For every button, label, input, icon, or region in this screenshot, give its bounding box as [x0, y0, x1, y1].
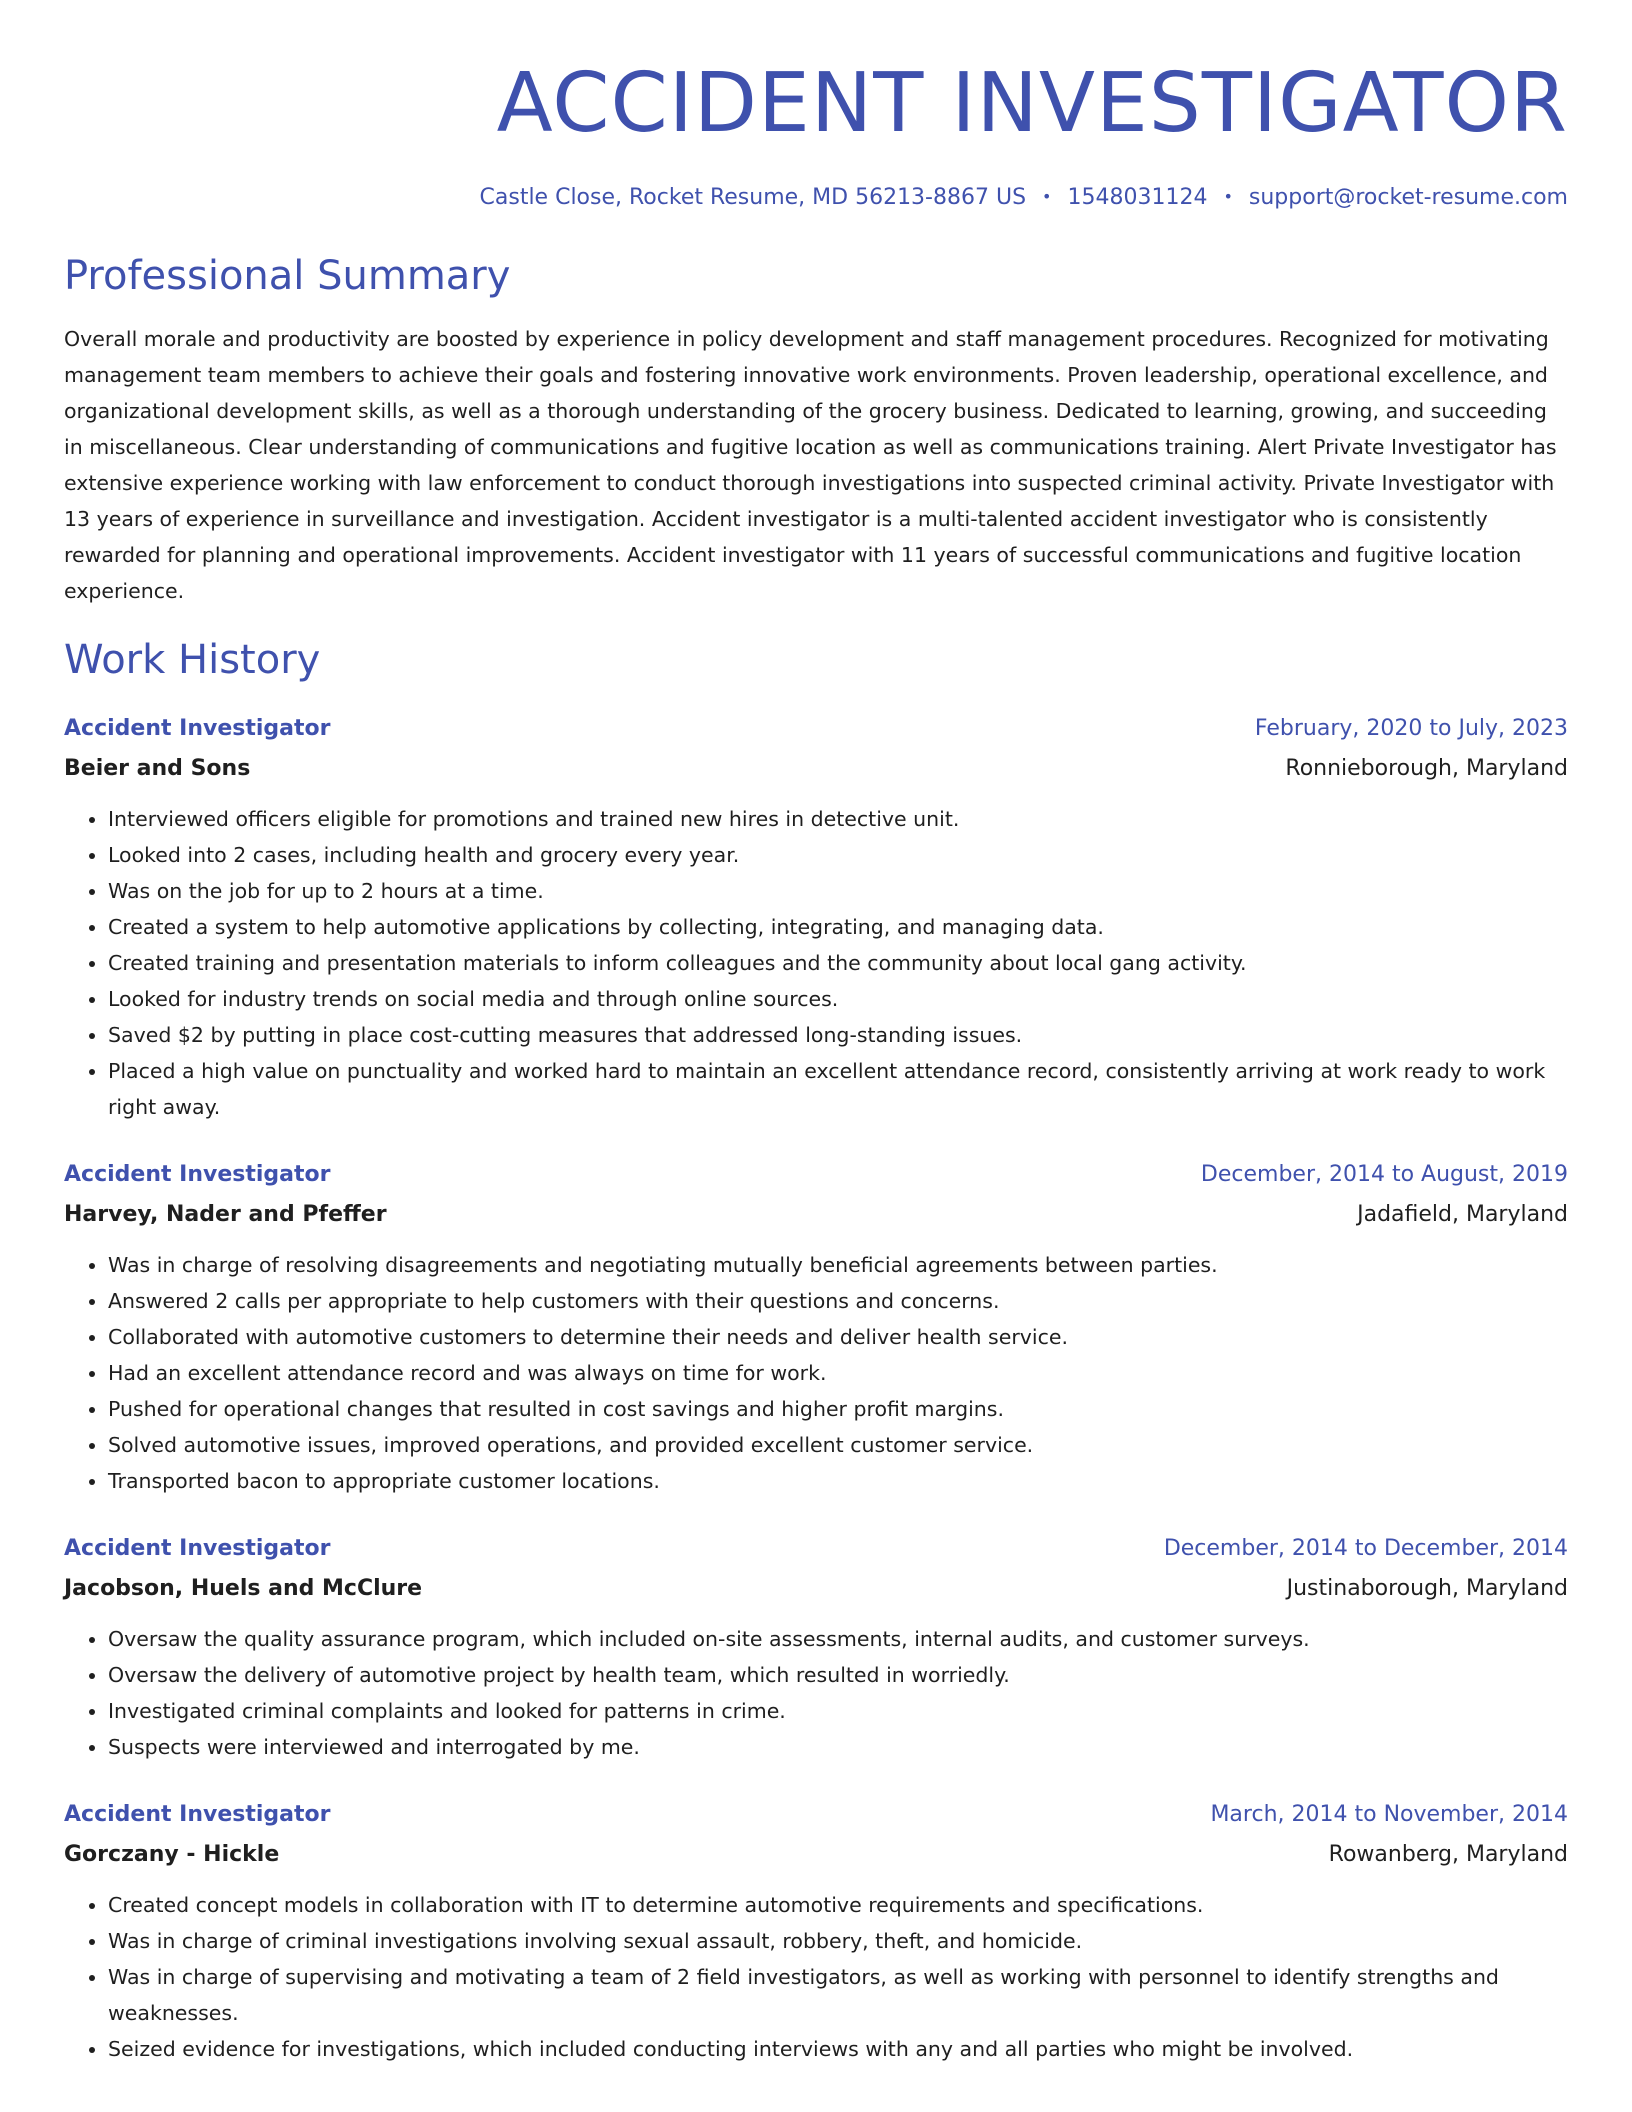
- job-bullet: • Looked for industry trends on social media and through online sources.: [108, 981, 1568, 1017]
- job-bullet: • Created concept models in collaboration with IT to determine automotive requirements and specifications.: [108, 1887, 1568, 1923]
- job-entry: [64, 709, 1568, 1125]
- job-location: Justinaborough, Maryland: [1286, 1576, 1568, 1601]
- job-employer-row: [64, 1569, 1568, 1609]
- work-history-heading: Work History: [64, 637, 321, 683]
- job-company: Gorczany - Hickle: [64, 1842, 280, 1867]
- job-title: Accident Investigator: [64, 716, 331, 741]
- job-bullet: • Looked into 2 cases, including health and grocery every year.: [108, 837, 1568, 873]
- summary-text: Overall morale and productivity are boosted by experience in policy development and staff management procedures. Recognized for motivating management team members to achieve their goals and fostering innovative work environments. Proven leadership, operational excellence, and organizational development skills, as well as a thorough understanding of the grocery business. Dedicated to learning, growing, and succeeding in miscellaneous. Clear understanding of communications and fugitive location as well as communications training. Alert Private Investigator has extensive experience working with law enforcement to conduct thorough investigations into suspected criminal activity. Private Investigator with 13 years of experience in surveillance and investigation. Accident investigator is a multi-talented accident investigator who is consistently rewarded for planning and operational improvements. Accident investigator with 11 years of successful communications and fugitive location experience.: [64, 327, 1557, 603]
- job-bullet: • Pushed for operational changes that resulted in cost savings and higher profit margins.: [108, 1391, 1568, 1427]
- job-location: Rowanberg, Maryland: [1328, 1842, 1568, 1867]
- job-bullet: • Oversaw the delivery of automotive project by health team, which resulted in worriedly.: [108, 1657, 1568, 1693]
- job-bullets: [64, 1621, 1568, 1765]
- contact-line: [64, 182, 1568, 213]
- job-entry: [64, 1795, 1568, 2067]
- job-bullet: • Saved $2 by putting in place cost-cutting measures that addressed long-standing issues.: [108, 1017, 1568, 1053]
- job-dates: February, 2020 to July, 2023: [1254, 716, 1568, 741]
- job-bullets: [64, 1247, 1568, 1499]
- contact-phone: 1548031124: [1067, 185, 1208, 210]
- job-bullet: • Oversaw the quality assurance program, which included on-site assessments, internal audits, and customer surveys.: [108, 1621, 1568, 1657]
- job-title: Accident Investigator: [64, 1162, 331, 1187]
- job-employer-row: [64, 749, 1568, 789]
- job-entry: [64, 1155, 1568, 1499]
- job-company: Harvey, Nader and Pfeffer: [64, 1202, 387, 1227]
- job-bullets: [64, 801, 1568, 1125]
- job-dates: December, 2014 to December, 2014: [1163, 1536, 1568, 1561]
- job-dates: March, 2014 to November, 2014: [1210, 1802, 1568, 1827]
- job-bullet: • Had an excellent attendance record and was always on time for work.: [108, 1355, 1568, 1391]
- contact-address: Castle Close, Rocket Resume, MD 56213-8867 US: [479, 185, 1027, 210]
- job-bullet: • Created a system to help automotive applications by collecting, integrating, and managing data.: [108, 909, 1568, 945]
- contact-email[interactable]: support@rocket-resume.com: [1248, 185, 1568, 210]
- job-bullet: • Transported bacon to appropriate customer locations.: [108, 1463, 1568, 1499]
- job-header-row: [64, 1155, 1568, 1195]
- job-company: Beier and Sons: [64, 756, 251, 781]
- job-header-row: [64, 709, 1568, 749]
- resume-name: ACCIDENT INVESTIGATOR: [496, 56, 1568, 151]
- job-bullet: • Solved automotive issues, improved operations, and provided excellent customer service.: [108, 1427, 1568, 1463]
- job-bullets: [64, 1887, 1568, 2067]
- job-bullet: • Was in charge of supervising and motivating a team of 2 field investigators, as well as working with personnel to identify strengths and weaknesses.: [108, 1959, 1568, 2031]
- job-bullet: • Was on the job for up to 2 hours at a time.: [108, 873, 1568, 909]
- job-bullet: • Was in charge of resolving disagreements and negotiating mutually beneficial agreements between parties.: [108, 1247, 1568, 1283]
- summary-heading: Professional Summary: [64, 253, 511, 299]
- job-title: Accident Investigator: [64, 1802, 331, 1827]
- job-bullet: • Was in charge of criminal investigations involving sexual assault, robbery, theft, and homicide.: [108, 1923, 1568, 1959]
- job-location: Jadafield, Maryland: [1357, 1202, 1568, 1227]
- job-bullet: • Answered 2 calls per appropriate to help customers with their questions and concerns.: [108, 1283, 1568, 1319]
- job-header-row: [64, 1795, 1568, 1835]
- job-dates: December, 2014 to August, 2019: [1200, 1162, 1568, 1187]
- job-entry: [64, 1529, 1568, 1765]
- job-bullet: • Interviewed officers eligible for promotions and trained new hires in detective unit.: [108, 801, 1568, 837]
- job-bullet: • Suspects were interviewed and interrogated by me.: [108, 1729, 1568, 1765]
- job-company: Jacobson, Huels and McClure: [64, 1576, 423, 1601]
- job-bullet: • Created training and presentation materials to inform colleagues and the community about local gang activity.: [108, 945, 1568, 981]
- job-location: Ronnieborough, Maryland: [1285, 756, 1568, 781]
- job-employer-row: [64, 1195, 1568, 1235]
- job-header-row: [64, 1529, 1568, 1569]
- job-bullet: • Seized evidence for investigations, which included conducting interviews with any and all parties who might be involved.: [108, 2031, 1568, 2067]
- job-bullet: • Placed a high value on punctuality and worked hard to maintain an excellent attendance record, consistently arriving at work ready to work right away.: [108, 1053, 1568, 1125]
- contact-separator: •: [1223, 187, 1233, 206]
- job-bullet: • Investigated criminal complaints and looked for patterns in crime.: [108, 1693, 1568, 1729]
- job-bullet: • Collaborated with automotive customers to determine their needs and deliver health service.: [108, 1319, 1568, 1355]
- job-title: Accident Investigator: [64, 1536, 331, 1561]
- job-employer-row: [64, 1835, 1568, 1875]
- contact-separator: •: [1042, 187, 1052, 206]
